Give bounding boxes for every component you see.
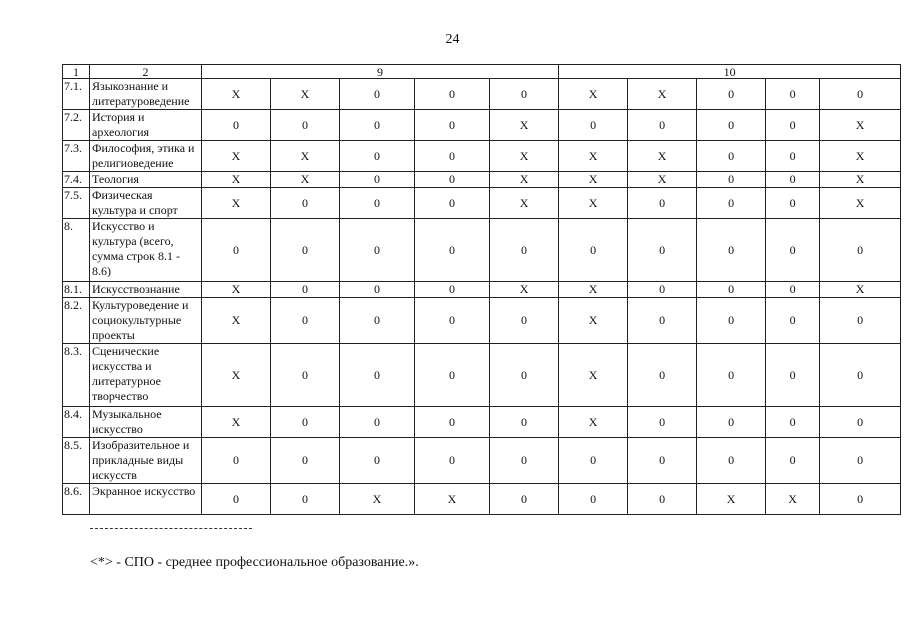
table-cell: 0: [490, 344, 559, 407]
table-row: [63, 484, 901, 515]
table-cell: 0: [271, 407, 340, 438]
table-cell: 0: [628, 282, 697, 298]
table-cell: X: [766, 484, 820, 515]
table-cell: 0: [820, 344, 901, 407]
table-cell: X: [559, 188, 628, 219]
table-row: [63, 344, 901, 407]
table-cell: 0: [628, 438, 697, 484]
table-cell: X: [202, 141, 271, 172]
table-cell: 0: [340, 407, 415, 438]
table-cell: 0: [820, 484, 901, 515]
row-name: Теология: [90, 172, 202, 188]
table-cell: 0: [271, 484, 340, 515]
table-cell: X: [820, 110, 901, 141]
table-cell: 0: [628, 110, 697, 141]
table-cell: X: [490, 110, 559, 141]
table-cell: 0: [820, 219, 901, 282]
table-cell: 0: [415, 219, 490, 282]
table-cell: 0: [697, 188, 766, 219]
table-row: [63, 407, 901, 438]
row-name: Философия, этика и религиоведение: [90, 141, 202, 172]
table-row: [63, 438, 901, 484]
footnote-separator: [90, 528, 252, 529]
table-cell: 0: [490, 484, 559, 515]
table-cell: 0: [202, 110, 271, 141]
table-cell: 0: [820, 79, 901, 110]
table-cell: 0: [697, 438, 766, 484]
data-table: [62, 64, 901, 515]
table-cell: X: [628, 141, 697, 172]
table-cell: 0: [340, 188, 415, 219]
table-cell: 0: [490, 219, 559, 282]
table-cell: 0: [340, 298, 415, 344]
table-cell: 0: [490, 407, 559, 438]
table-cell: 0: [271, 298, 340, 344]
table-cell: X: [202, 172, 271, 188]
table-cell: 0: [766, 407, 820, 438]
table-cell: 0: [628, 484, 697, 515]
table-cell: 0: [766, 110, 820, 141]
table-cell: 0: [340, 282, 415, 298]
row-name: История и археология: [90, 110, 202, 141]
table-cell: 0: [340, 79, 415, 110]
row-number: 8.5.: [63, 438, 90, 484]
row-name: Изобразительное и прикладные виды искусств: [90, 438, 202, 484]
table-cell: X: [202, 344, 271, 407]
table-cell: 0: [415, 298, 490, 344]
table-cell: X: [271, 79, 340, 110]
table-cell: 0: [697, 172, 766, 188]
table-cell: X: [820, 282, 901, 298]
table-cell: 0: [340, 219, 415, 282]
table-cell: X: [559, 407, 628, 438]
table-cell: X: [628, 79, 697, 110]
table-cell: X: [202, 282, 271, 298]
table-cell: 0: [559, 110, 628, 141]
table-cell: X: [820, 172, 901, 188]
table-cell: X: [202, 298, 271, 344]
table-cell: X: [340, 484, 415, 515]
table-cell: 0: [415, 282, 490, 298]
table-cell: 0: [820, 407, 901, 438]
table-cell: 0: [415, 188, 490, 219]
table-cell: 0: [415, 172, 490, 188]
row-number: 7.5.: [63, 188, 90, 219]
table-cell: 0: [490, 438, 559, 484]
table-cell: X: [559, 282, 628, 298]
table-row: [63, 110, 901, 141]
table-cell: 0: [340, 172, 415, 188]
row-name: Языкознание и литературоведение: [90, 79, 202, 110]
table-cell: 0: [628, 219, 697, 282]
row-name: Культуроведение и социокультурные проекты: [90, 298, 202, 344]
table-cell: 0: [490, 79, 559, 110]
header-group-10: 10: [559, 65, 901, 79]
table-row: [63, 141, 901, 172]
row-name: Искусствознание: [90, 282, 202, 298]
row-name: Искусство и культура (всего, сумма строк 8.1 - 8.6): [90, 219, 202, 282]
table-cell: 0: [559, 438, 628, 484]
table-cell: 0: [628, 407, 697, 438]
table-header-row: [63, 65, 901, 79]
table-row: [63, 172, 901, 188]
table-row: [63, 219, 901, 282]
table-cell: X: [559, 344, 628, 407]
table-cell: X: [559, 79, 628, 110]
table-cell: 0: [766, 438, 820, 484]
row-number: 7.3.: [63, 141, 90, 172]
row-number: 8.3.: [63, 344, 90, 407]
table-cell: 0: [271, 438, 340, 484]
table-cell: 0: [766, 172, 820, 188]
row-number: 7.4.: [63, 172, 90, 188]
table-cell: 0: [697, 79, 766, 110]
table-cell: 0: [820, 438, 901, 484]
header-col-2: 2: [90, 65, 202, 79]
table-cell: 0: [766, 282, 820, 298]
table-cell: X: [559, 172, 628, 188]
table-cell: 0: [340, 438, 415, 484]
table-row: [63, 79, 901, 110]
row-number: 8.6.: [63, 484, 90, 515]
row-number: 8.2.: [63, 298, 90, 344]
table-row: [63, 282, 901, 298]
table-cell: 0: [766, 298, 820, 344]
table-cell: 0: [271, 344, 340, 407]
table-cell: 0: [697, 219, 766, 282]
table-cell: X: [559, 141, 628, 172]
table-cell: 0: [697, 298, 766, 344]
table-cell: X: [415, 484, 490, 515]
table-cell: 0: [766, 219, 820, 282]
row-number: 8.: [63, 219, 90, 282]
row-name: Музыкальное искусство: [90, 407, 202, 438]
table-cell: X: [628, 172, 697, 188]
table-cell: 0: [490, 298, 559, 344]
table-cell: 0: [271, 188, 340, 219]
table-cell: X: [820, 141, 901, 172]
row-name: Сценические искусства и литературное творчество: [90, 344, 202, 407]
table-cell: 0: [202, 219, 271, 282]
table-cell: X: [202, 407, 271, 438]
row-number: 8.4.: [63, 407, 90, 438]
table-cell: 0: [415, 438, 490, 484]
table-cell: 0: [697, 282, 766, 298]
table-cell: X: [820, 188, 901, 219]
page-number: 24: [445, 32, 460, 47]
table-cell: 0: [766, 344, 820, 407]
table-cell: 0: [271, 219, 340, 282]
table-cell: 0: [697, 141, 766, 172]
table-cell: 0: [271, 110, 340, 141]
table-cell: 0: [559, 219, 628, 282]
table-cell: X: [271, 141, 340, 172]
table-cell: 0: [697, 344, 766, 407]
table-row: [63, 298, 901, 344]
table-cell: 0: [415, 79, 490, 110]
table-cell: X: [559, 298, 628, 344]
table-cell: 0: [202, 484, 271, 515]
row-number: 8.1.: [63, 282, 90, 298]
table-cell: 0: [766, 188, 820, 219]
table-cell: 0: [340, 344, 415, 407]
table-cell: 0: [415, 110, 490, 141]
table-cell: 0: [628, 344, 697, 407]
table-cell: X: [697, 484, 766, 515]
row-name: Физическая культура и спорт: [90, 188, 202, 219]
table-cell: 0: [628, 298, 697, 344]
table-cell: 0: [766, 141, 820, 172]
table-row: [63, 188, 901, 219]
table-cell: 0: [202, 438, 271, 484]
table-cell: 0: [628, 188, 697, 219]
header-col-1: 1: [63, 65, 90, 79]
table-cell: X: [202, 79, 271, 110]
footnote-text: <*> - СПО - среднее профессиональное образование.».: [90, 555, 419, 570]
table-cell: X: [202, 188, 271, 219]
table-cell: 0: [697, 110, 766, 141]
row-number: 7.2.: [63, 110, 90, 141]
table-cell: 0: [559, 484, 628, 515]
header-group-9: 9: [202, 65, 559, 79]
row-name: Экранное искусство: [90, 484, 202, 515]
table-cell: 0: [415, 407, 490, 438]
table-cell: 0: [415, 344, 490, 407]
table-cell: 0: [415, 141, 490, 172]
table-cell: X: [271, 172, 340, 188]
row-number: 7.1.: [63, 79, 90, 110]
table-cell: 0: [340, 141, 415, 172]
table-cell: 0: [766, 79, 820, 110]
table-cell: 0: [697, 407, 766, 438]
table-cell: 0: [340, 110, 415, 141]
table-cell: 0: [271, 282, 340, 298]
table-cell: X: [490, 282, 559, 298]
table-cell: 0: [820, 298, 901, 344]
table-cell: X: [490, 172, 559, 188]
table-cell: X: [490, 188, 559, 219]
table-cell: X: [490, 141, 559, 172]
